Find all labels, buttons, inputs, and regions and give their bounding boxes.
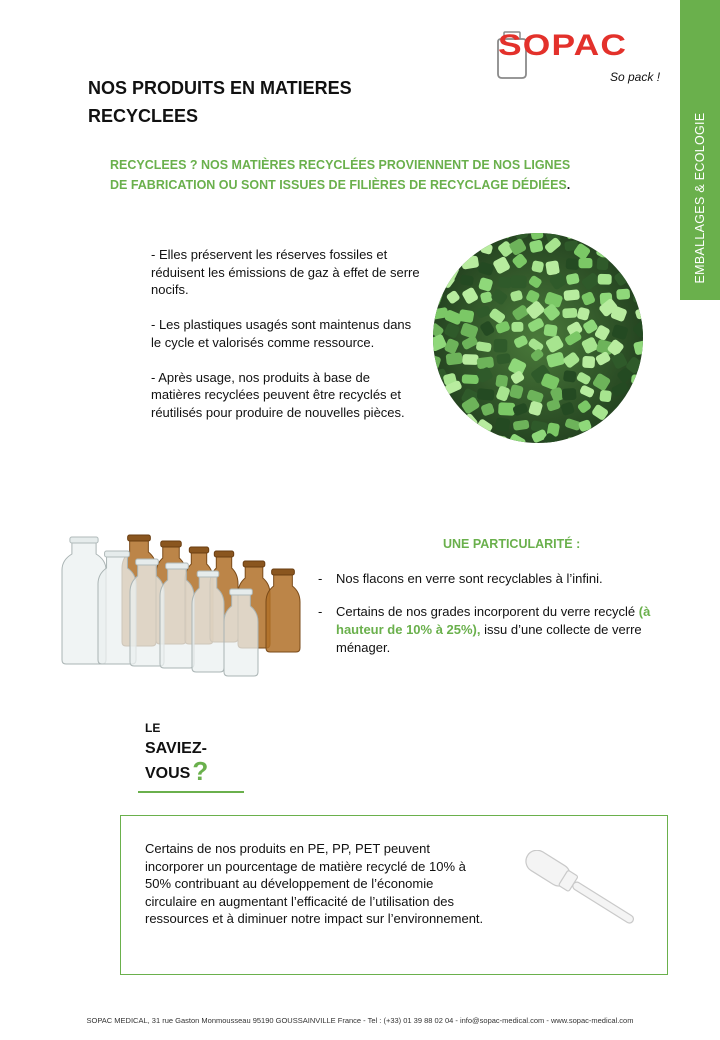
pellet <box>565 258 579 270</box>
pellet <box>628 272 643 287</box>
pellet <box>462 354 478 365</box>
pellet <box>433 385 439 399</box>
page-title: NOS PRODUITS EN MATIERES RECYCLEES <box>88 78 352 126</box>
pellet <box>433 415 439 429</box>
pellet <box>614 251 631 267</box>
vial-rim <box>189 547 208 553</box>
particularity-item: - Nos flacons en verre sont recyclables à l’infini. <box>318 570 663 588</box>
pellet <box>543 324 557 337</box>
pellet <box>433 435 443 443</box>
intro-text: RECYCLEES ? NOS MATIÈRES RECYCLÉES PROVIENNENT DE NOS LIGNES DE FABRICATION OU SONT ISSUES DE FILIÈRES DE RECYCLAGE DÉDIÉES. <box>110 158 571 192</box>
pellet <box>630 433 643 443</box>
pellet <box>495 417 511 432</box>
side-tab-label: EMBALLAGES & ECOLOGIE <box>693 112 707 284</box>
pellet <box>433 233 440 239</box>
recycled-pellets-image <box>433 233 643 443</box>
vial-rim <box>70 537 98 543</box>
benefits-list <box>151 246 421 439</box>
vial-rim <box>161 541 182 547</box>
pellet <box>631 374 643 385</box>
info-box-text: Certains de nos produits en PE, PP, PET peuvent incorporer un pourcentage de matière recyclé de 10% à 50% contribuant au développement de l’économie circulaire en augmentant l’efficacité de l’utilisation des ressources et à diminuer notre impact sur l’environnement. <box>145 841 484 926</box>
benefit-item: - Elles préservent les réserves fossiles et réduisent les émissions de gaz à effet de serre nocifs. <box>151 247 420 297</box>
pellet <box>439 240 457 258</box>
pellet <box>632 399 643 414</box>
pellet <box>580 233 593 238</box>
pellet <box>443 418 459 431</box>
pellet <box>597 257 609 270</box>
pellet <box>446 352 463 365</box>
pellet <box>599 390 612 403</box>
pellet <box>433 262 444 277</box>
pellet <box>612 241 625 253</box>
glass-vials-image <box>52 530 307 680</box>
pellet <box>579 258 593 268</box>
vial-rim <box>230 589 253 595</box>
pellet <box>439 233 457 244</box>
pellet <box>462 374 479 384</box>
footer-contact: SOPAC MEDICAL, 31 rue Gaston Monmousseau 95190 GOUSSAINVILLE France - Tel : (+33) 01 39 88 02 04 - info@sopac-medical.com - www.sopac-medical.com <box>86 1016 634 1025</box>
particularity-list <box>318 570 663 672</box>
pellet <box>461 233 478 236</box>
vial-rim <box>272 569 295 575</box>
pellet <box>613 428 628 443</box>
pellet <box>476 356 494 369</box>
particularity-item: - Certains de nos grades incorporent du verre recyclé (à hauteur de 10% à 25%), issu d’une collecte de verre ménager. <box>318 603 663 657</box>
benefit-item: - Après usage, nos produits à base de matières recyclées peuvent être recyclés et réutilisés pour produire de nouvelles pièces. <box>151 369 405 420</box>
vial-rim <box>136 559 159 565</box>
vial-rim <box>214 551 233 557</box>
amber-vial <box>266 572 300 652</box>
pellet <box>631 242 643 257</box>
did-you-know-heading: LE SAVIEZ- VOUS? <box>145 721 209 786</box>
pellet <box>611 421 631 441</box>
pellet <box>476 233 491 242</box>
pellet <box>625 233 643 248</box>
pellet <box>460 435 477 443</box>
pellet <box>630 258 643 272</box>
pellet <box>633 291 643 303</box>
pellet <box>613 233 629 239</box>
pellet <box>458 309 474 323</box>
pellet <box>511 322 523 332</box>
pellet <box>433 241 442 260</box>
vial-rim <box>166 563 189 569</box>
vial-rim <box>197 571 219 577</box>
pellet <box>582 356 595 368</box>
pellet <box>493 233 510 238</box>
vial-rim <box>128 535 151 541</box>
benefit-item: - Les plastiques usagés sont maintenus dans le cycle et valorisés comme ressource. <box>151 317 412 350</box>
sopac-logo <box>492 30 672 88</box>
pellet <box>498 402 515 416</box>
pellet <box>567 437 584 443</box>
pellet <box>498 277 512 289</box>
pellet <box>433 404 442 420</box>
question-mark-icon: ? <box>192 756 209 786</box>
pellet <box>563 289 580 301</box>
pellet <box>510 275 526 288</box>
pellet <box>496 353 511 365</box>
logo-tagline: So pack ! <box>610 70 661 84</box>
pellet <box>433 277 445 292</box>
particularity-heading: UNE PARTICULARITÉ : <box>443 537 581 551</box>
pellet <box>495 374 508 388</box>
pellet <box>563 370 577 383</box>
dropper-image <box>500 850 650 950</box>
pellet <box>545 260 560 275</box>
pellet <box>627 419 642 433</box>
side-tab <box>680 0 720 300</box>
pellet <box>443 434 459 443</box>
pellet <box>600 421 616 435</box>
did-you-know-underline <box>138 791 244 793</box>
logo-wordmark: SOPAC <box>498 29 628 62</box>
vial-rim <box>243 561 265 567</box>
pellet <box>562 388 577 400</box>
pellet <box>494 339 508 353</box>
pellet <box>600 433 616 443</box>
pellet <box>477 388 495 401</box>
pellet <box>562 308 577 318</box>
pellet <box>597 233 614 244</box>
pellet <box>441 401 457 415</box>
vial-rim <box>105 551 130 557</box>
pellet <box>598 274 612 285</box>
pellet <box>616 289 630 300</box>
